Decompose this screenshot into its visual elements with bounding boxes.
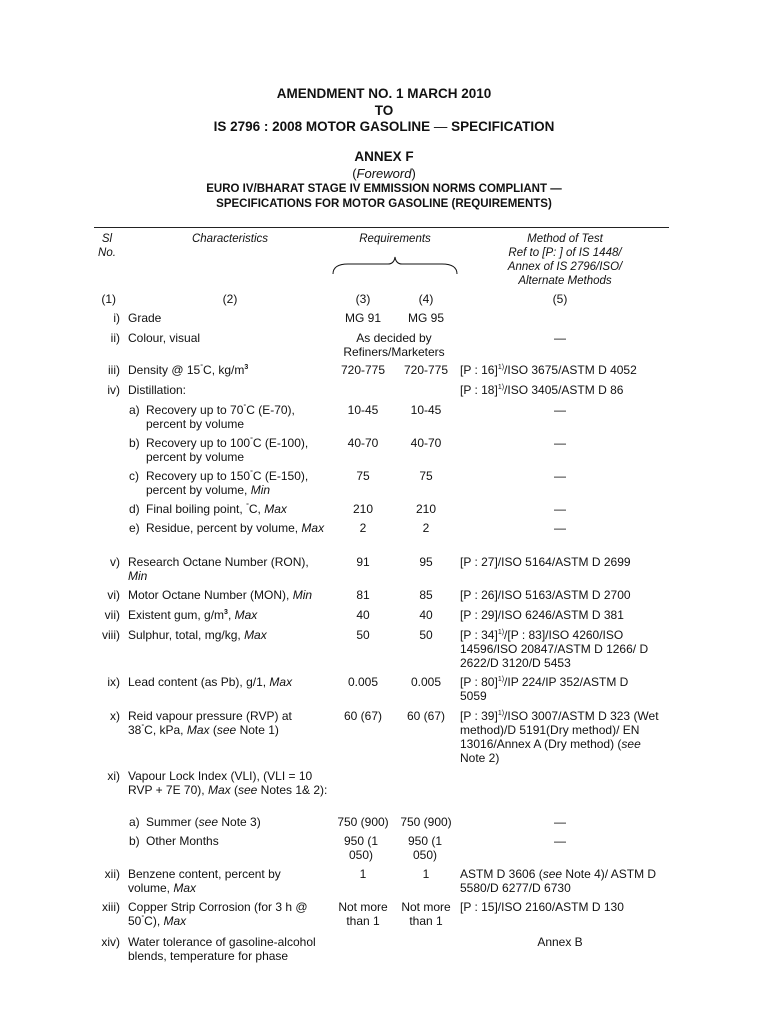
requirement-mg91: Not more than 1 bbox=[338, 900, 388, 928]
requirement-mg91: 10-45 bbox=[347, 403, 379, 417]
row-number: xiii) bbox=[102, 900, 120, 914]
row-number: xii) bbox=[104, 867, 120, 881]
subtitle-line1: EURO IV/BHARAT STAGE IV EMMISSION NORMS COMPLIANT — bbox=[206, 183, 562, 195]
col-number-5: (5) bbox=[552, 292, 568, 306]
characteristic: Vapour Lock Index (VLI), (VLI = 10 RVP + 7E 70), Max (see Notes 1& 2): bbox=[128, 769, 328, 797]
subtitle-line2: SPECIFICATIONS FOR MOTOR GASOLINE (REQUIREMENTS) bbox=[216, 198, 552, 210]
characteristic: Reid vapour pressure (RVP) at 38°C, kPa, Max (see Note 1) bbox=[128, 709, 292, 737]
characteristic: Sulphur, total, mg/kg, Max bbox=[128, 628, 267, 642]
requirement-mg95: 750 (900) bbox=[400, 815, 452, 829]
sub-item-label: e) bbox=[129, 521, 140, 535]
test-method: Annex B bbox=[537, 935, 583, 949]
characteristic: Copper Strip Corrosion (for 3 h @ 50°C), Max bbox=[128, 900, 308, 928]
requirement-mg91: 91 bbox=[356, 555, 370, 569]
table-top-rule bbox=[94, 227, 669, 228]
col-number-3: (3) bbox=[355, 292, 371, 306]
characteristic: Other Months bbox=[146, 834, 219, 848]
row-number: ix) bbox=[107, 675, 120, 689]
test-method: [P : 39]$^{1)}$/ISO 3007/ASTM D 323 (Wet method)/D 5191(Dry method)/ EN 13016/Annex A (Dry method) (see Note 2) bbox=[460, 709, 659, 765]
test-method: [P : 18]$^{1)}$/ISO 3405/ASTM D 86 bbox=[460, 383, 624, 397]
requirement-mg91: 720-775 bbox=[340, 363, 386, 377]
requirement-mg95: 1 bbox=[422, 867, 430, 881]
row-number: vii) bbox=[104, 608, 120, 622]
col-number-1: (1) bbox=[101, 292, 116, 306]
row-number: x) bbox=[110, 709, 120, 723]
title-to: TO bbox=[374, 103, 394, 118]
standard-title: IS 2796 : 2008 MOTOR GASOLINE — SPECIFICATION bbox=[213, 119, 555, 134]
test-method: [P : 80]$^{1)}$/IP 224/IP 352/ASTM D 5059 bbox=[460, 675, 629, 703]
foreword-label: (Foreword) bbox=[352, 166, 416, 181]
requirement-mg91: 81 bbox=[356, 588, 370, 602]
requirements-brace bbox=[330, 254, 460, 276]
sub-item-label: b) bbox=[129, 436, 140, 450]
characteristic: Summer (see Note 3) bbox=[146, 815, 261, 829]
characteristic: Recovery up to 100°C (E-100), percent by volume bbox=[146, 436, 309, 464]
test-method: [P : 26]/ISO 5163/ASTM D 2700 bbox=[460, 588, 631, 602]
requirement-mg95: 2 bbox=[422, 521, 430, 535]
requirement-mg95: 720-775 bbox=[403, 363, 449, 377]
test-method: [P : 16]$^{1)}$/ISO 3675/ASTM D 4052 bbox=[460, 363, 637, 377]
row-number: vi) bbox=[107, 588, 120, 602]
header-method: Method of Test Ref to [P: ] of IS 1448/ Annex of IS 2796/ISO/ Alternate Methods bbox=[507, 233, 623, 287]
requirement-mg95: 0.005 bbox=[410, 675, 442, 689]
test-method: — bbox=[554, 815, 566, 829]
requirement-mg95: 75 bbox=[419, 469, 433, 483]
characteristic: Recovery up to 70°C (E-70), percent by volume bbox=[146, 403, 295, 431]
requirement-mg91: 60 (67) bbox=[343, 709, 383, 723]
row-number: i) bbox=[113, 311, 120, 325]
test-method: — bbox=[554, 521, 566, 535]
row-number: xiv) bbox=[101, 935, 120, 949]
row-number: v) bbox=[110, 555, 120, 569]
sub-item-label: a) bbox=[129, 403, 140, 417]
characteristic: Lead content (as Pb), g/1, Max bbox=[128, 675, 293, 689]
requirement-mg91: 750 (900) bbox=[337, 815, 389, 829]
amendment-title: AMENDMENT NO. 1 MARCH 2010 bbox=[276, 86, 492, 101]
test-method: [P : 15]/ISO 2160/ASTM D 130 bbox=[460, 900, 624, 914]
characteristic: Final boiling point, °C, Max bbox=[146, 502, 287, 516]
header-characteristics: Characteristics bbox=[191, 233, 269, 245]
col-number-2: (2) bbox=[222, 292, 238, 306]
requirement-mg95: 95 bbox=[419, 555, 433, 569]
characteristic: Research Octane Number (RON), Min bbox=[128, 555, 309, 583]
col-number-4: (4) bbox=[418, 292, 434, 306]
requirement-mg95: 40-70 bbox=[410, 436, 442, 450]
characteristic: Existent gum, $g/m^3$, Max bbox=[128, 608, 258, 622]
requirement-mg95: MG 95 bbox=[407, 311, 444, 325]
requirement-mg91: 40 bbox=[356, 608, 370, 622]
requirement-mg95: 10-45 bbox=[410, 403, 442, 417]
test-method: — bbox=[554, 403, 566, 417]
test-method: — bbox=[554, 469, 566, 483]
test-method: [P : 29]/ISO 6246/ASTM D 381 bbox=[460, 608, 624, 622]
row-number: ii) bbox=[110, 331, 120, 345]
characteristic: Distillation: bbox=[128, 383, 187, 397]
requirement-mg95: 40 bbox=[419, 608, 433, 622]
sub-item-label: c) bbox=[129, 469, 139, 483]
characteristic: Density @ 15°C, $kg/m^3$ bbox=[128, 363, 249, 377]
characteristic: Grade bbox=[128, 311, 162, 325]
test-method: ASTM D 3606 (see Note 4)/ ASTM D 5580/D 6277/D 6730 bbox=[460, 867, 657, 895]
requirement-mg95: 210 bbox=[415, 502, 437, 516]
requirement-mg95: Not more than 1 bbox=[401, 900, 451, 928]
requirement-mg91: 50 bbox=[356, 628, 370, 642]
requirement-mg91: 0.005 bbox=[347, 675, 379, 689]
requirement-shared: As decided by Refiners/Marketers bbox=[343, 331, 445, 359]
characteristic: Residue, percent by volume, Max bbox=[146, 521, 325, 535]
requirement-mg95: 60 (67) bbox=[406, 709, 446, 723]
requirement-mg91: MG 91 bbox=[344, 311, 381, 325]
test-method: — bbox=[554, 331, 566, 345]
test-method: — bbox=[554, 502, 566, 516]
row-number: viii) bbox=[102, 628, 120, 642]
sub-item-label: d) bbox=[129, 502, 140, 516]
characteristic: Benzene content, percent by volume, Max bbox=[128, 867, 281, 895]
requirement-mg91: 40-70 bbox=[347, 436, 379, 450]
requirement-mg91: 75 bbox=[356, 469, 370, 483]
header-requirements: Requirements bbox=[359, 233, 431, 245]
characteristic: Water tolerance of gasoline-alcohol blends, temperature for phase bbox=[128, 935, 316, 963]
row-number: xi) bbox=[107, 769, 120, 783]
test-method: — bbox=[554, 834, 566, 848]
row-number: iii) bbox=[108, 363, 120, 377]
requirement-mg91: 210 bbox=[352, 502, 374, 516]
test-method: — bbox=[554, 436, 566, 450]
sub-item-label: b) bbox=[129, 834, 140, 848]
test-method: [P : 34]$^{1)}$/[P : 83]/ISO 4260/ISO 14596/ISO 20847/ASTM D 1266/ D 2622/D 3120/D 5453 bbox=[460, 628, 649, 670]
requirement-mg95: 950 (1 050) bbox=[407, 834, 443, 862]
requirement-mg91: 950 (1 050) bbox=[343, 834, 379, 862]
requirement-mg95: 50 bbox=[419, 628, 433, 642]
requirement-mg91: 2 bbox=[359, 521, 367, 535]
characteristic: Colour, visual bbox=[128, 331, 201, 345]
annex-title: ANNEX F bbox=[354, 149, 414, 164]
requirement-mg91: 1 bbox=[359, 867, 367, 881]
characteristic: Motor Octane Number (MON), Min bbox=[128, 588, 313, 602]
row-number: iv) bbox=[107, 383, 120, 397]
characteristic: Recovery up to 150°C (E-150), percent by volume, Min bbox=[146, 469, 309, 497]
requirement-mg95: 85 bbox=[419, 588, 433, 602]
header-sl-no: Sl No. bbox=[98, 233, 116, 259]
test-method: [P : 27]/ISO 5164/ASTM D 2699 bbox=[460, 555, 631, 569]
sub-item-label: a) bbox=[129, 815, 140, 829]
